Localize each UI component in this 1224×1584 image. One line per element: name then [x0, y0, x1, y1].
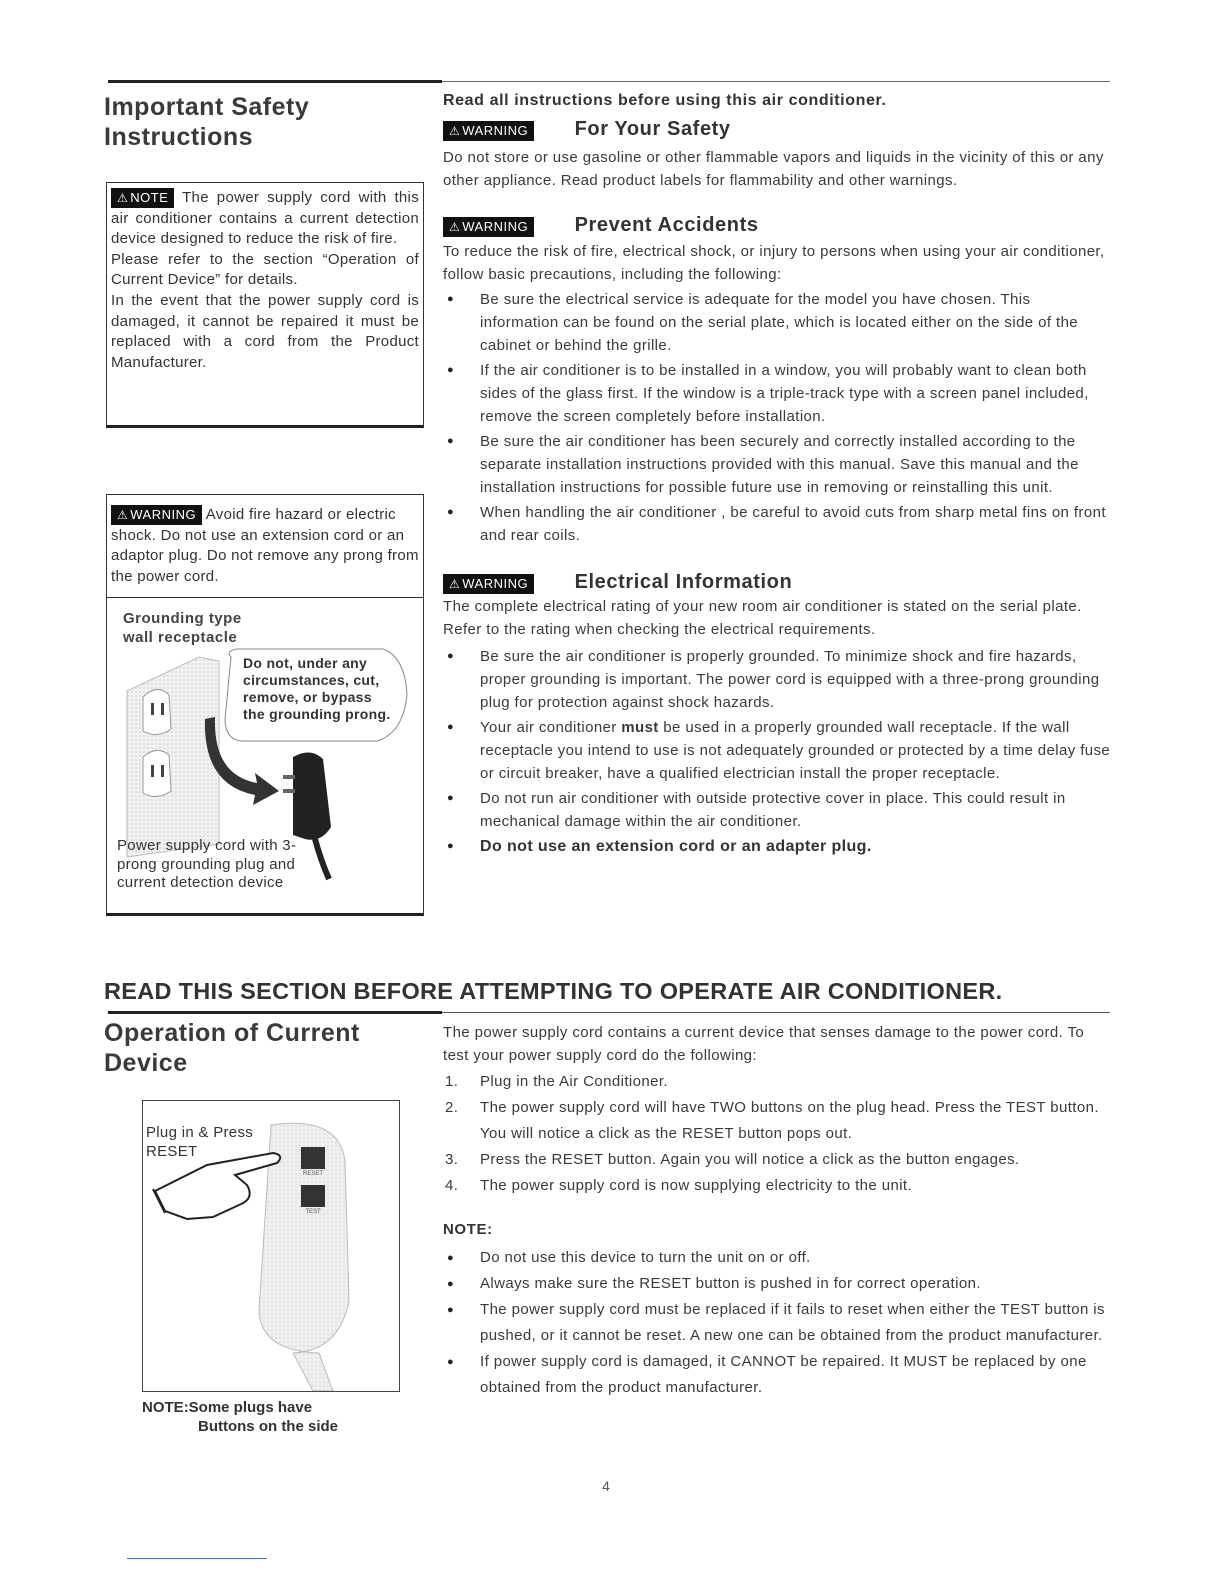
safety-header: [443, 118, 1111, 144]
warning-label: ⚠ WARNING: [111, 505, 202, 525]
footnote-rule: [127, 1558, 267, 1559]
wall-plate-shape: [127, 657, 219, 857]
figure-note-line2: Buttons on the side: [198, 1418, 338, 1435]
callout-text: Do not, under any circumstances, cut, remove, or bypass the grounding prong.: [243, 655, 391, 722]
operation-intro: The power supply cord contains a current device that senses damage to the power cord. To test your power supply cord do the following:: [443, 1024, 1085, 1064]
list-item: ● Always make sure the RESET button is pushed in for correct operation.: [443, 1271, 1111, 1297]
note-box: [106, 182, 424, 428]
reset-figure: [142, 1100, 400, 1392]
note-label: ⚠ NOTE: [111, 188, 174, 208]
safety-warning-label: ⚠ WARNING: [443, 121, 534, 141]
list-item: ● Be sure the air conditioner is properly grounded. To minimize shock and fire hazards, proper grounding is important. The power cord is equipped with a three-prong grounding plug for protection against shock hazards.: [443, 645, 1111, 714]
accidents-header: [443, 214, 1111, 240]
page-number: 4: [602, 1478, 610, 1494]
safety-title-line1: Important Safety: [104, 93, 310, 121]
list-item: ● If the air conditioner is to be installed in a window, you will probably want to clean both sides of the glass first. If the window is a triple-track type with a screen panel included, remove the screen completely before installation.: [443, 359, 1111, 428]
test-button: [301, 1185, 325, 1207]
safety-title: [104, 92, 424, 152]
figure-label: Plug in & Press RESET: [146, 1124, 254, 1160]
steps-list: [443, 1069, 1111, 1199]
test-button-label: TEST: [305, 1209, 321, 1215]
accidents-warning-label: ⚠ WARNING: [443, 217, 534, 237]
accidents-heading: Prevent Accidents: [574, 214, 759, 236]
reset-button-label: RESET: [302, 1171, 323, 1177]
list-item: ● Do not use an extension cord or an adapter plug.: [443, 835, 1111, 858]
list-item: 3. Press the RESET button. Again you will notice a click as the button engages.: [445, 1151, 1020, 1168]
lower-outlet: [143, 750, 171, 796]
receptacle-label: Grounding type wall receptacle: [123, 610, 242, 646]
accidents-list: [443, 288, 1111, 547]
list-item: ● Do not use this device to turn the unit on or off.: [443, 1245, 1111, 1271]
grounding-illustration: [107, 599, 423, 913]
list-item: ● Be sure the air conditioner has been securely and correctly installed according to the separate installation instructions provided with this manual. Save this manual and the installation instructions for possible future use in removing or reinstalling this unit.: [443, 430, 1111, 499]
read-all-instructions: Read all instructions before using this air conditioner.: [443, 92, 887, 109]
list-item: 1. Plug in the Air Conditioner.: [445, 1073, 668, 1090]
safety-text: Do not store or use gasoline or other flammable vapors and liquids in the vicinity of this or any other appliance. Read product labels for flammability and other warnings.: [443, 149, 1104, 189]
warning-box-text: Avoid fire hazard or electric shock. Do not use an extension cord or an adaptor plug. Do not remove any prong from the power cord.: [111, 506, 419, 585]
top-rule-thin: [442, 81, 1110, 82]
warning-triangle-icon: ⚠: [449, 576, 461, 591]
electrical-header: [443, 571, 1111, 595]
figure-note: [142, 1398, 382, 1436]
warning-box: [106, 494, 424, 916]
figure-note-line1: NOTE:Some plugs have: [142, 1399, 313, 1416]
list-item: ● When handling the air conditioner , be careful to avoid cuts from sharp metal fins on front and rear coils.: [443, 501, 1111, 547]
note-text-3: In the event that the power supply cord is damaged, it cannot be repaired it must be replaced with a cord from the Product Manufacturer.: [111, 291, 419, 371]
note-heading: NOTE:: [443, 1221, 493, 1238]
operation-right: [443, 1021, 1111, 1401]
operation-title-line1: Operation of Current: [104, 1019, 360, 1047]
notes-list: [443, 1245, 1111, 1401]
banner-rule-thick: [108, 1011, 442, 1014]
list-item: ● Be sure the electrical service is adequate for the model you have chosen. This information can be found on the serial plate, which is located either on the side of the cabinet or behind the grille.: [443, 288, 1111, 357]
warning-triangle-icon: ⚠: [449, 123, 461, 138]
accidents-intro: To reduce the risk of fire, electrical shock, or injury to persons when using your air conditioner, follow basic precautions, including the following:: [443, 243, 1105, 283]
safety-heading: For Your Safety: [574, 118, 731, 140]
list-item: ● The power supply cord must be replaced if it fails to reset when either the TEST button is pushed, or it cannot be reset. A new one can be obtained from the product manufacturer.: [443, 1297, 1111, 1349]
top-rule-thick: [108, 80, 442, 83]
reset-button: [301, 1147, 325, 1169]
cord-label: Power supply cord with 3-prong grounding plug and current detection device: [117, 837, 297, 891]
list-item: ● Your air conditioner must be used in a properly grounded wall receptacle. If the wall receptacle you intend to use is not adequately grounded or protected by a time delay fuse or circuit breaker, have a qualified electrician install the proper receptacle.: [443, 716, 1111, 785]
right-column-top: [443, 90, 1111, 860]
electrical-heading: Electrical Information: [574, 571, 793, 593]
pointing-hand-icon: [155, 1153, 280, 1219]
warning-triangle-icon: ⚠: [449, 219, 461, 234]
safety-title-line2: Instructions: [104, 123, 254, 151]
note-text-1: The power supply cord with this air conditioner contains a current detection device designed to reduce the risk of fire.: [111, 189, 419, 248]
banner-rule-thin: [442, 1012, 1110, 1013]
operation-title-line2: Device: [104, 1049, 188, 1077]
list-item: 2. The power supply cord will have TWO buttons on the plug head. Press the TEST button. You will notice a click as the RESET button pops out.: [445, 1099, 1099, 1142]
electrical-intro: The complete electrical rating of your new room air conditioner is stated on the serial plate. Refer to the rating when checking the electrical requirements.: [443, 598, 1082, 638]
electrical-list: [443, 645, 1111, 858]
warning-triangle-icon: ⚠: [117, 191, 129, 206]
plug-icon: [293, 752, 331, 839]
list-item: ● Do not run air conditioner with outside protective cover in place. This could result in mechanical damage within the air conditioner.: [443, 787, 1111, 833]
list-item: ● If power supply cord is damaged, it CANNOT be repaired. It MUST be replaced by one obtained from the product manufacturer.: [443, 1349, 1111, 1401]
electrical-warning-label: ⚠ WARNING: [443, 574, 534, 594]
upper-outlet: [143, 689, 171, 734]
section-banner: READ THIS SECTION BEFORE ATTEMPTING TO OPERATE AIR CONDITIONER.: [104, 978, 1003, 1004]
note-text-2: Please refer to the section “Operation of Current Device” for details.: [111, 250, 419, 289]
list-item: 4. The power supply cord is now supplying electricity to the unit.: [445, 1177, 913, 1194]
warning-triangle-icon: ⚠: [117, 508, 129, 523]
operation-title: [104, 1018, 424, 1078]
